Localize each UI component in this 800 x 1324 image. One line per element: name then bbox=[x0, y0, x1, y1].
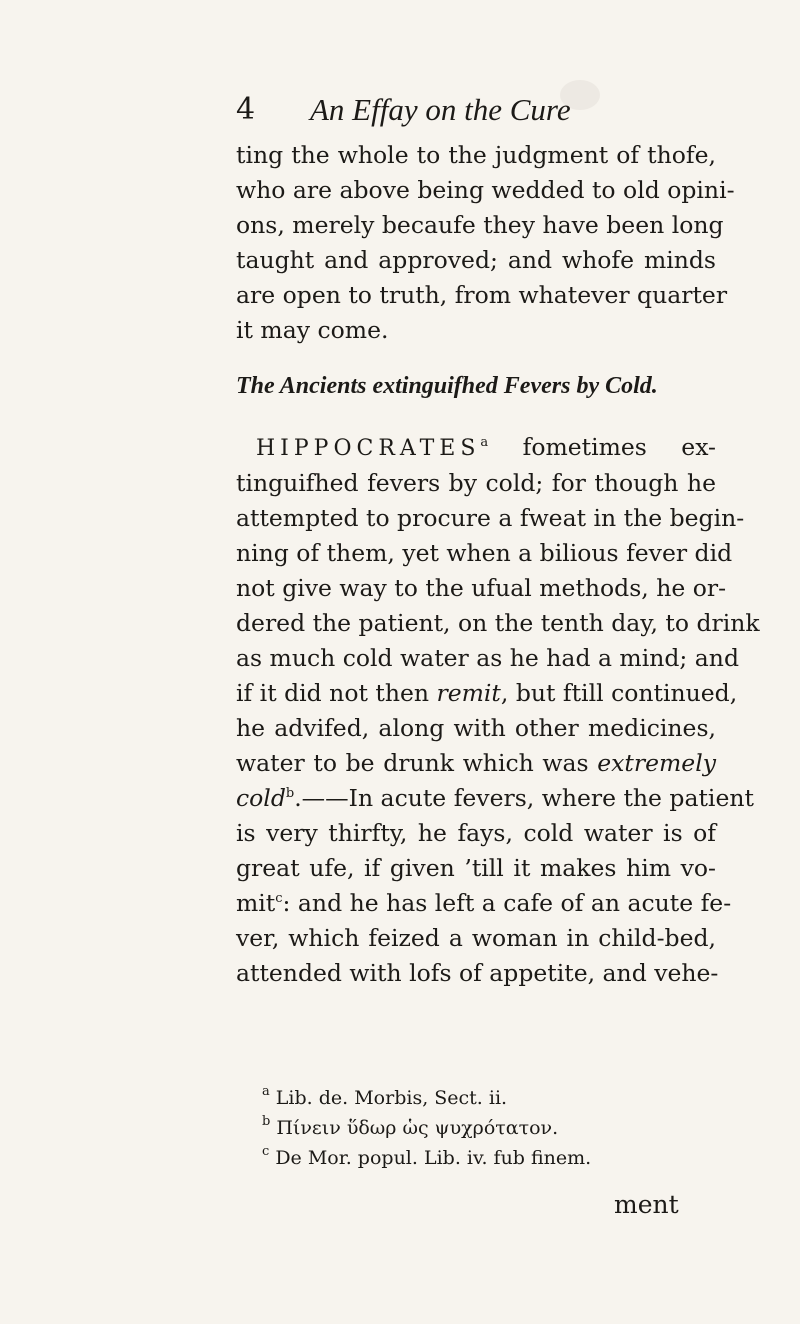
text-line: ting the whole to the judgment of thofe, bbox=[236, 141, 716, 169]
text-line bbox=[236, 746, 716, 781]
footnote-mark: a bbox=[262, 1084, 270, 1099]
page-header bbox=[0, 92, 800, 142]
text-line: ver, which feized a woman in child-bed, bbox=[236, 924, 716, 952]
author-name: HIPPOCRATES bbox=[256, 436, 481, 461]
text-line: ning of them, yet when a bilious fever did bbox=[236, 539, 733, 567]
text-line: he advifed, along with other medicines, bbox=[236, 714, 716, 742]
footnote-ref-b: b bbox=[285, 786, 295, 801]
paragraph-1 bbox=[236, 138, 735, 348]
footnote-text: Lib. de. Morbis, Sect. ii. bbox=[269, 1087, 508, 1109]
footnote-text: Πίνειν ὕδωρ ὡς ψυχρότατον. bbox=[270, 1117, 559, 1139]
text-line: dered the patient, on the tenth day, to drink bbox=[236, 609, 760, 637]
footnote-mark: c bbox=[262, 1144, 270, 1159]
text-line: tinguifhed fevers by cold; for though he bbox=[236, 469, 716, 497]
text-span: water to be drunk which was bbox=[236, 749, 598, 777]
text-line: attended with lofs of appetite, and vehe- bbox=[236, 959, 719, 987]
italic-word: cold bbox=[236, 784, 286, 812]
text-span: if it did not then bbox=[236, 679, 437, 707]
text-line: attempted to procure a fweat in the begin- bbox=[236, 504, 745, 532]
text-line bbox=[236, 886, 732, 921]
footnotes bbox=[262, 1083, 702, 1173]
text-line: not give way to the ufual methods, he or- bbox=[236, 574, 727, 602]
footnote-text: De Mor. popul. Lib. iv. fub finem. bbox=[269, 1147, 592, 1169]
text-line: ons, merely becaufe they have been long bbox=[236, 211, 724, 239]
text-line bbox=[236, 676, 738, 711]
text-span: .——In acute fevers, where the patient bbox=[294, 784, 754, 812]
catchword: ment bbox=[614, 1190, 679, 1219]
text-line: taught and approved; and whofe minds bbox=[236, 246, 716, 274]
footnote-ref-a: a bbox=[480, 435, 489, 450]
footnote bbox=[262, 1143, 702, 1173]
text-span: mit bbox=[236, 889, 276, 917]
footnote bbox=[262, 1113, 702, 1143]
text-line: great ufe, if given ’till it makes him vo- bbox=[236, 854, 716, 882]
text-span: fometimes ex- bbox=[488, 433, 716, 461]
text-line: are open to truth, from whatever quarter bbox=[236, 281, 728, 309]
page-number: 4 bbox=[236, 92, 256, 127]
text-span: : and he has left a cafe of an acute fe- bbox=[282, 889, 732, 917]
footnote bbox=[262, 1083, 702, 1113]
text-line bbox=[236, 430, 716, 466]
text-line: is very thirfty, he fays, cold water is of bbox=[236, 819, 716, 847]
text-span: , but ftill continued, bbox=[500, 679, 738, 707]
text-line: who are above being wedded to old opini- bbox=[236, 176, 735, 204]
paragraph-2 bbox=[236, 430, 760, 991]
text-line: it may come. bbox=[236, 316, 389, 344]
text-line: as much cold water as he had a mind; and bbox=[236, 644, 739, 672]
italic-word: extremely bbox=[597, 749, 716, 777]
section-heading: The Ancients extinguifhed Fevers by Cold. bbox=[236, 373, 658, 399]
italic-word: remit bbox=[436, 679, 501, 707]
footnote-ref-c: c bbox=[275, 891, 283, 906]
running-head: An Effay on the Cure bbox=[310, 92, 571, 127]
text-line bbox=[236, 781, 754, 816]
footnote-mark: b bbox=[262, 1114, 271, 1129]
